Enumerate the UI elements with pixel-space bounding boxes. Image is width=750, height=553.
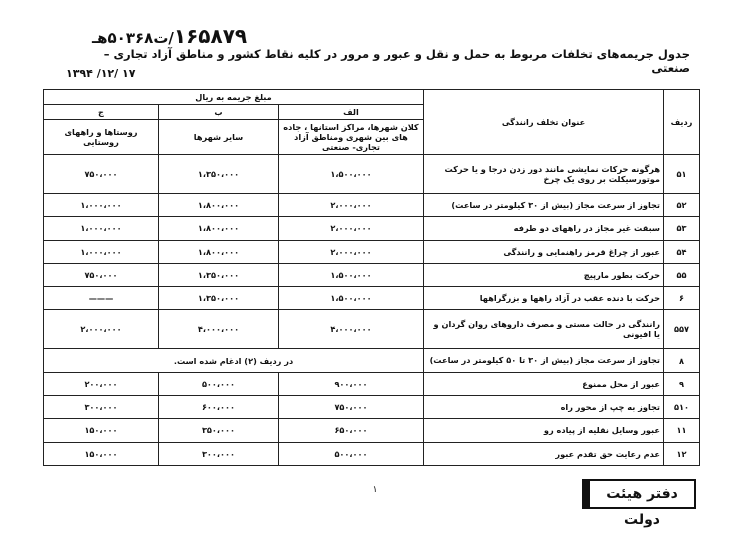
amount-c: ۳۰۰،۰۰۰ xyxy=(44,396,159,419)
amount-a: ۴،۰۰۰،۰۰۰ xyxy=(279,310,424,349)
row-number: ۱۱ xyxy=(664,419,700,442)
amount-b: ۱،۸۰۰،۰۰۰ xyxy=(159,217,279,240)
header-row-number: ردیف xyxy=(664,90,700,155)
amount-c: ۱۵۰،۰۰۰ xyxy=(44,442,159,465)
header-violation-title: عنوان تخلف رانندگی xyxy=(424,90,664,155)
row-title: تجاوز از سرعت مجاز (بیش از ۳۰ کیلومتر در ساعت) xyxy=(424,193,664,216)
amount-c: ۲۰۰،۰۰۰ xyxy=(44,372,159,395)
amount-a: ۵۰۰،۰۰۰ xyxy=(279,442,424,465)
amount-b: ۶۰۰،۰۰۰ xyxy=(159,396,279,419)
row-number: ۹ xyxy=(664,372,700,395)
header-col-c-letter: ج xyxy=(44,105,159,120)
row-title: سبقت غیر مجاز در راههای دو طرفه xyxy=(424,217,664,240)
row-number: ۶ xyxy=(664,287,700,310)
amount-b: ۱،۳۵۰،۰۰۰ xyxy=(159,263,279,286)
amount-c: ۱،۰۰۰،۰۰۰ xyxy=(44,217,159,240)
amount-c: ۷۵۰،۰۰۰ xyxy=(44,155,159,194)
table-row xyxy=(44,419,700,442)
row-number: ۸ xyxy=(664,349,700,372)
letter-number-suffix: /ت۵۰۳۶۸هـ xyxy=(92,29,174,47)
amount-b: ۱،۸۰۰،۰۰۰ xyxy=(159,240,279,263)
table-row xyxy=(44,240,700,263)
amount-a: ۷۵۰،۰۰۰ xyxy=(279,396,424,419)
amount-c: ۲،۰۰۰،۰۰۰ xyxy=(44,310,159,349)
header-col-c-desc: روستاها و راههای روستایی xyxy=(44,120,159,155)
amount-c: ۷۵۰،۰۰۰ xyxy=(44,263,159,286)
amount-a: ۹۰۰،۰۰۰ xyxy=(279,372,424,395)
row-title: هرگونه حرکات نمایشی مانند دور زدن درجا و یا حرکت موتورسیکلت بر روی یک چرخ xyxy=(424,155,664,194)
row-title: رانندگی در حالت مستی و مصرف داروهای روان گردان و یا افیونی xyxy=(424,310,664,349)
header-col-b-desc: سایر شهرها xyxy=(159,120,279,155)
table-row xyxy=(44,396,700,419)
header-row-group xyxy=(44,90,700,105)
page-title: جدول جریمه‌های تخلفات مربوط به حمل و نقل و عبور و مرور در کلیه نقاط کشور و مناطق آزاد تجاری –صنعتی xyxy=(103,47,690,75)
page-number: ۱ xyxy=(372,485,378,495)
amount-b: ۱،۳۵۰،۰۰۰ xyxy=(159,287,279,310)
header-col-a-letter: الف xyxy=(279,105,424,120)
letter-number-main: ۱۶۵۸۷۹ xyxy=(173,24,248,48)
row-title: حرکت بطور مارپیچ xyxy=(424,263,664,286)
row-title: حرکت با دنده عقب در آزاد راهها و بزرگراهها xyxy=(424,287,664,310)
amount-a: ۱،۵۰۰،۰۰۰ xyxy=(279,155,424,194)
row-title: تجاوز به چپ از محور راه xyxy=(424,396,664,419)
amount-a: ۱،۵۰۰،۰۰۰ xyxy=(279,263,424,286)
amount-b: ۳۰۰،۰۰۰ xyxy=(159,442,279,465)
table-row xyxy=(44,310,700,349)
row-number: ۵۵ xyxy=(664,263,700,286)
row-number: ۵۱ xyxy=(664,155,700,194)
table-row xyxy=(44,349,700,372)
fines-table xyxy=(43,89,700,466)
row-number: ۵۱۰ xyxy=(664,396,700,419)
amount-a: ۱،۵۰۰،۰۰۰ xyxy=(279,287,424,310)
amount-b: ۵۰۰،۰۰۰ xyxy=(159,372,279,395)
row-number: ۱۲ xyxy=(664,442,700,465)
row-number: ۵۴ xyxy=(664,240,700,263)
header-col-a-desc: کلان شهرها، مراکز استانها ، جاده های بین شهری ومناطق آزاد تجاری- صنعتی xyxy=(279,120,424,155)
amount-a: ۲،۰۰۰،۰۰۰ xyxy=(279,240,424,263)
amount-b: ۴،۰۰۰،۰۰۰ xyxy=(159,310,279,349)
merged-note: در ردیف (۲) ادغام شده است. xyxy=(44,349,424,372)
letter-number xyxy=(92,24,267,48)
table-row xyxy=(44,263,700,286)
amount-c: ۱،۰۰۰،۰۰۰ xyxy=(44,193,159,216)
row-number: ۵۳ xyxy=(664,217,700,240)
amount-c: ۱۵۰،۰۰۰ xyxy=(44,419,159,442)
table-row xyxy=(44,155,700,194)
document-date: ۱۷ /۱۲/ ۱۳۹۴ xyxy=(66,67,136,80)
amount-a: ۶۵۰،۰۰۰ xyxy=(279,419,424,442)
row-title: تجاوز از سرعت مجاز (بیش از ۳۰ تا ۵۰ کیلومتر در ساعت) xyxy=(424,349,664,372)
amount-a: ۲،۰۰۰،۰۰۰ xyxy=(279,217,424,240)
row-title: عبور از محل ممنوع xyxy=(424,372,664,395)
table-row xyxy=(44,372,700,395)
row-title: عبور از چراغ قرمز راهنمایی و رانندگی xyxy=(424,240,664,263)
amount-b: ۳۵۰،۰۰۰ xyxy=(159,419,279,442)
table-row xyxy=(44,193,700,216)
government-office-stamp: دفتر هیئت دولت xyxy=(588,479,696,509)
table-row xyxy=(44,442,700,465)
amount-b: ۱،۳۵۰،۰۰۰ xyxy=(159,155,279,194)
row-title: عدم رعایت حق تقدم عبور xyxy=(424,442,664,465)
row-number: ۵۲ xyxy=(664,193,700,216)
table-row xyxy=(44,217,700,240)
header-col-b-letter: ب xyxy=(159,105,279,120)
row-number: ۵۵۷ xyxy=(664,310,700,349)
table-row xyxy=(44,287,700,310)
amount-c: ۱،۰۰۰،۰۰۰ xyxy=(44,240,159,263)
amount-b: ۱،۸۰۰،۰۰۰ xyxy=(159,193,279,216)
amount-c: ——— xyxy=(44,287,159,310)
row-title: عبور وسایل نقلیه از پیاده رو xyxy=(424,419,664,442)
header-amount-group: مبلغ جریمه به ریال xyxy=(44,90,424,105)
amount-a: ۲،۰۰۰،۰۰۰ xyxy=(279,193,424,216)
